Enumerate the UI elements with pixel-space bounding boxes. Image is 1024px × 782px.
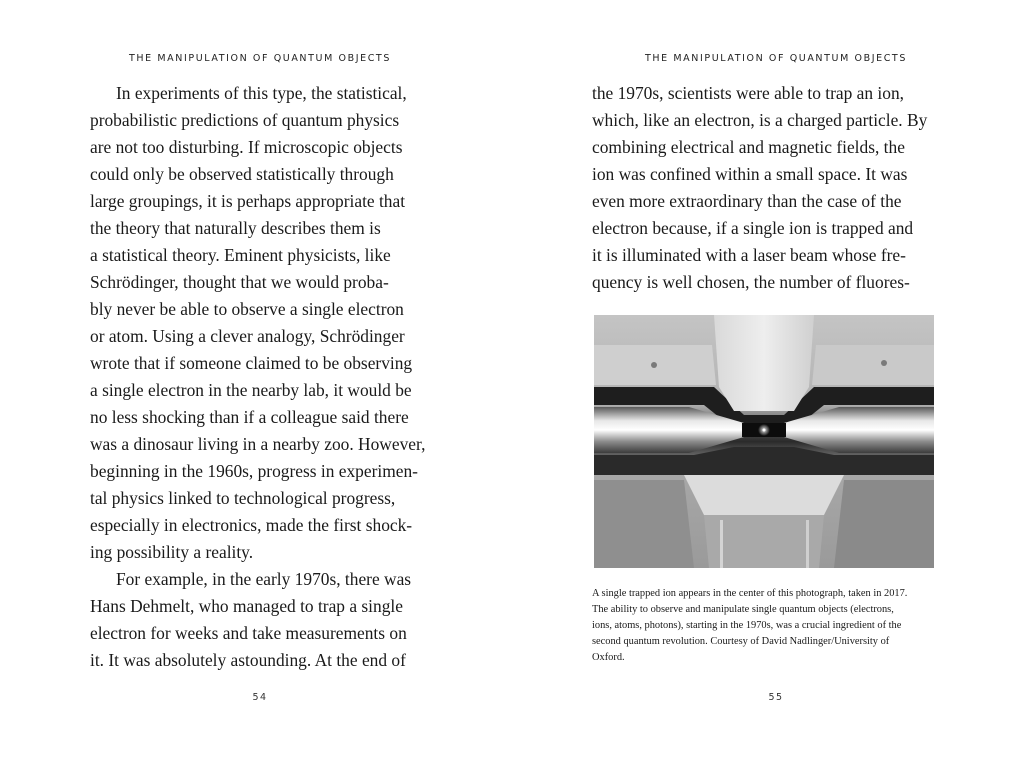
text-line: electron for weeks and take measurements on — [90, 623, 407, 643]
text-line: Hans Dehmelt, who managed to trap a single — [90, 596, 403, 616]
text-line: no less shocking than if a colleague said there — [90, 407, 409, 427]
text-line: quency is well chosen, the number of fluores- — [592, 272, 910, 292]
text-line: are not too disturbing. If microscopic objects — [90, 137, 403, 157]
caption-line: second quantum revolution. Courtesy of David Nadlinger/University of — [592, 636, 890, 647]
text-line: bly never be able to observe a single electron — [90, 299, 404, 319]
running-head: THE MANIPULATION OF QUANTUM OBJECTS — [645, 53, 907, 64]
text-line: especially in electronics, made the first shock- — [90, 515, 413, 535]
text-line: beginning in the 1960s, progress in experimen- — [90, 461, 418, 481]
text-line: Schrödinger, thought that we would proba- — [90, 272, 389, 292]
text-line: it is illuminated with a laser beam whose fre- — [592, 245, 906, 265]
text-line: For example, in the early 1970s, there was — [116, 569, 412, 589]
caption-line: Oxford. — [592, 652, 625, 663]
text-line: wrote that if someone claimed to be observing — [90, 353, 413, 373]
text-line: could only be observed statistically through — [90, 164, 394, 184]
text-line: In experiments of this type, the statistical, — [116, 83, 407, 103]
text-line: tal physics linked to technological progress, — [90, 488, 396, 508]
page-number: 54 — [252, 692, 268, 703]
text-line: which, like an electron, is a charged particle. By — [592, 110, 928, 130]
text-line: combining electrical and magnetic fields, the — [592, 137, 905, 157]
trapped-ion-photo — [594, 315, 934, 568]
text-line: it. It was absolutely astounding. At the end of — [90, 650, 406, 670]
body-text — [90, 80, 435, 674]
body-text — [592, 80, 937, 296]
text-line: electron because, if a single ion is trapped and — [592, 218, 914, 238]
figure-caption — [592, 586, 942, 666]
text-line: the 1970s, scientists were able to trap an ion, — [592, 83, 904, 103]
text-line: a single electron in the nearby lab, it would be — [90, 380, 412, 400]
text-line: even more extraordinary than the case of the — [592, 191, 902, 211]
text-line: ion was confined within a small space. It was — [592, 164, 908, 184]
page-number: 55 — [768, 692, 784, 703]
running-head: THE MANIPULATION OF QUANTUM OBJECTS — [129, 53, 391, 64]
right-page — [512, 0, 1024, 782]
caption-line: ions, atoms, photons), starting in the 1970s, was a crucial ingredient of the — [592, 620, 902, 631]
text-line: the theory that naturally describes them is — [90, 218, 381, 238]
text-line: ing possibility a reality. — [90, 542, 254, 562]
text-line: or atom. Using a clever analogy, Schrödinger — [90, 326, 405, 346]
text-line: was a dinosaur living in a nearby zoo. However, — [90, 434, 426, 454]
text-line: probabilistic predictions of quantum physics — [90, 110, 400, 130]
text-line: large groupings, it is perhaps appropriate that — [90, 191, 406, 211]
caption-line: A single trapped ion appears in the center of this photograph, taken in 2017. — [592, 588, 908, 599]
text-line: a statistical theory. Eminent physicists, like — [90, 245, 391, 265]
caption-line: The ability to observe and manipulate single quantum objects (electrons, — [592, 604, 894, 615]
